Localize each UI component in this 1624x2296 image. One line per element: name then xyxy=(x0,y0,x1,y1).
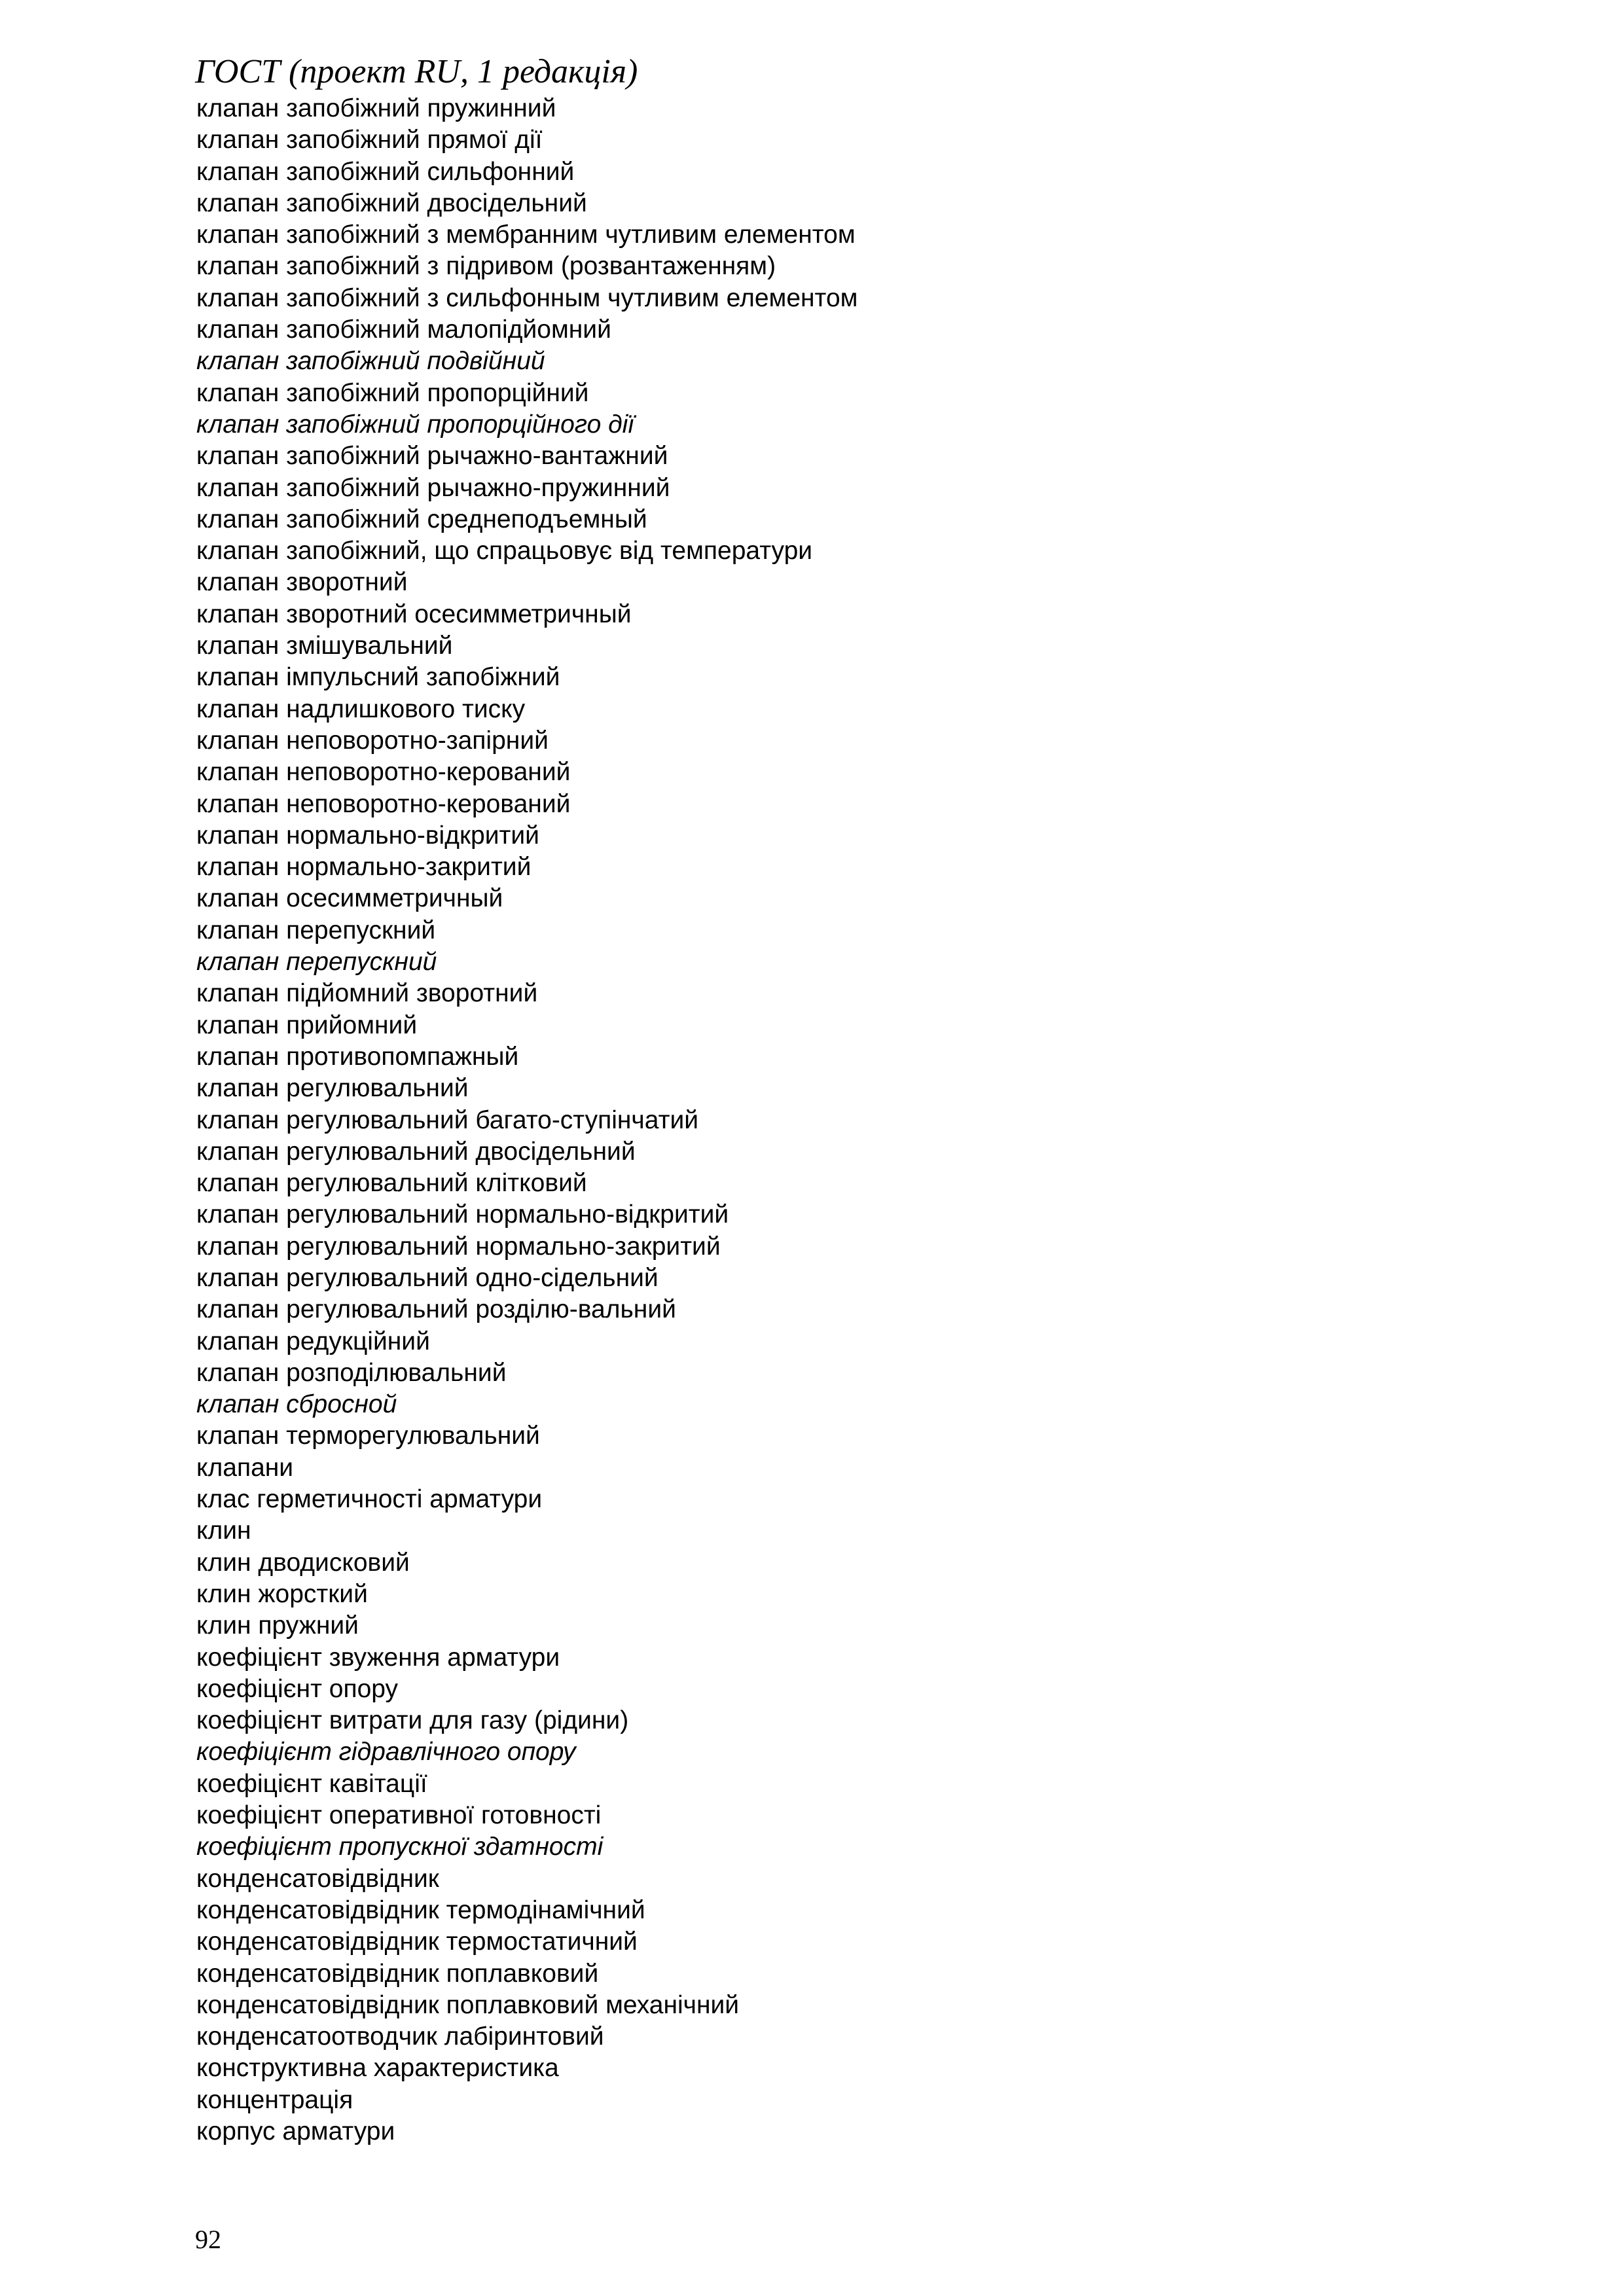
term-item: клапан запобіжний прямої дії xyxy=(196,126,543,154)
term-item: клапан запобіжний сильфонний xyxy=(196,157,575,186)
term-item: клапан регулювальний нормально-закритий xyxy=(196,1232,721,1261)
term-item: коефіцієнт пропускної здатності xyxy=(196,1833,604,1861)
term-item: коефіцієнт гідравлічного опору xyxy=(196,1738,576,1767)
term-item: коефіцієнт опору xyxy=(196,1674,399,1703)
term-item: клапан регулювальний клітковий xyxy=(196,1169,587,1198)
term-item: клапан запобіжний двосідельний xyxy=(196,188,587,217)
term-item: клин xyxy=(196,1516,251,1545)
page-number: 92 xyxy=(195,2225,221,2254)
term-item: клапан зворотний xyxy=(196,568,408,597)
term-item: конденсатовідвідник поплавковий xyxy=(196,1959,599,1988)
term-item: конденсатовідвідник термостатичний xyxy=(196,1928,638,1956)
term-item: конденсатовідвідник поплавковий механічний xyxy=(196,1990,740,2019)
term-item: клапан підйомний зворотний xyxy=(196,979,538,1008)
term-item: клапан запобіжний пропорційного дії xyxy=(196,410,634,439)
term-item: клапан імпульсний запобіжний xyxy=(196,663,560,692)
term-item: клапан перепускний xyxy=(196,948,437,977)
term-item: клапан надлишкового тиску xyxy=(196,694,526,723)
term-item: клапан осесимметричный xyxy=(196,884,503,913)
term-item: клапан запобіжний подвійний xyxy=(196,347,545,376)
term-item: концентрація xyxy=(196,2085,353,2114)
term-item: клапан неповоротно-запірний xyxy=(196,726,549,755)
term-item: клапан регулювальний двосідельний xyxy=(196,1137,636,1166)
term-item: клапан запобіжний рычажно-вантажний xyxy=(196,442,668,471)
term-item: клапан регулювальний багато-ступінчатий xyxy=(196,1105,699,1134)
term-item: клапан зворотний осесимметричный xyxy=(196,600,632,628)
term-item: клин пружний xyxy=(196,1611,359,1640)
term-item: клас герметичності арматури xyxy=(196,1485,543,1514)
term-item: коефіцієнт оперативної готовності xyxy=(196,1801,602,1830)
term-item: клапан прийомний xyxy=(196,1011,418,1039)
term-item: клин дводисковий xyxy=(196,1548,410,1577)
term-item: клапан запобіжний малопідйомний xyxy=(196,315,611,344)
term-item: конденсатоотводчик лабіринтовий xyxy=(196,2022,604,2051)
term-item: клапан запобіжний, що спрацьовує від температури xyxy=(196,537,813,565)
term-item: клапан неповоротно-керований xyxy=(196,789,571,818)
term-item: клапан запобіжний рычажно-пружинний xyxy=(196,473,670,502)
term-item: клапан нормально-закритий xyxy=(196,853,532,882)
term-item: клапан неповоротно-керований xyxy=(196,758,571,787)
term-item: клапан змішувальний xyxy=(196,632,453,660)
term-item: клин жорсткий xyxy=(196,1579,368,1608)
term-item: клапан регулювальний одно-сідельний xyxy=(196,1263,659,1292)
term-item: клапан нормально-відкритий xyxy=(196,821,539,850)
term-item: коефіцієнт звуження арматури xyxy=(196,1643,560,1672)
term-item: конструктивна характеристика xyxy=(196,2054,559,2083)
term-item: клапан запобіжний з підривом (розвантаженням) xyxy=(196,252,776,281)
term-item: конденсатовідвідник термодінамічний xyxy=(196,1895,645,1924)
term-item: клапан запобіжний пружинний xyxy=(196,94,556,122)
term-item: клапан противопомпажный xyxy=(196,1042,519,1071)
term-item: корпус арматури xyxy=(196,2117,395,2145)
term-list xyxy=(196,93,857,2147)
term-item: конденсатовідвідник xyxy=(196,1864,439,1893)
term-item: клапан регулювальний розділю-вальний xyxy=(196,1295,676,1324)
term-item: клапан запобіжний з мембранним чутливим елементом xyxy=(196,221,856,249)
term-item: клапан регулювальний нормально-відкритий xyxy=(196,1200,729,1229)
term-item: клапан редукційний xyxy=(196,1327,430,1355)
term-item: клапан регулювальний xyxy=(196,1074,469,1103)
term-item: клапан терморегулювальний xyxy=(196,1422,540,1450)
document-header: ГОСТ (проект RU, 1 редакція) xyxy=(195,53,638,90)
term-item: коефіцієнт кавітації xyxy=(196,1769,427,1798)
term-item: клапани xyxy=(196,1453,294,1482)
term-item: клапан розподілювальний xyxy=(196,1358,507,1387)
term-item: клапан запобіжний среднеподъемный xyxy=(196,505,647,533)
term-item: клапан перепускний xyxy=(196,916,436,944)
term-item: клапан запобіжний пропорційний xyxy=(196,378,589,407)
term-item: клапан запобіжний з сильфонным чутливим елементом xyxy=(196,283,858,312)
term-item: клапан сбросной xyxy=(196,1390,397,1419)
term-item: коефіцієнт витрати для газу (рідини) xyxy=(196,1706,629,1735)
